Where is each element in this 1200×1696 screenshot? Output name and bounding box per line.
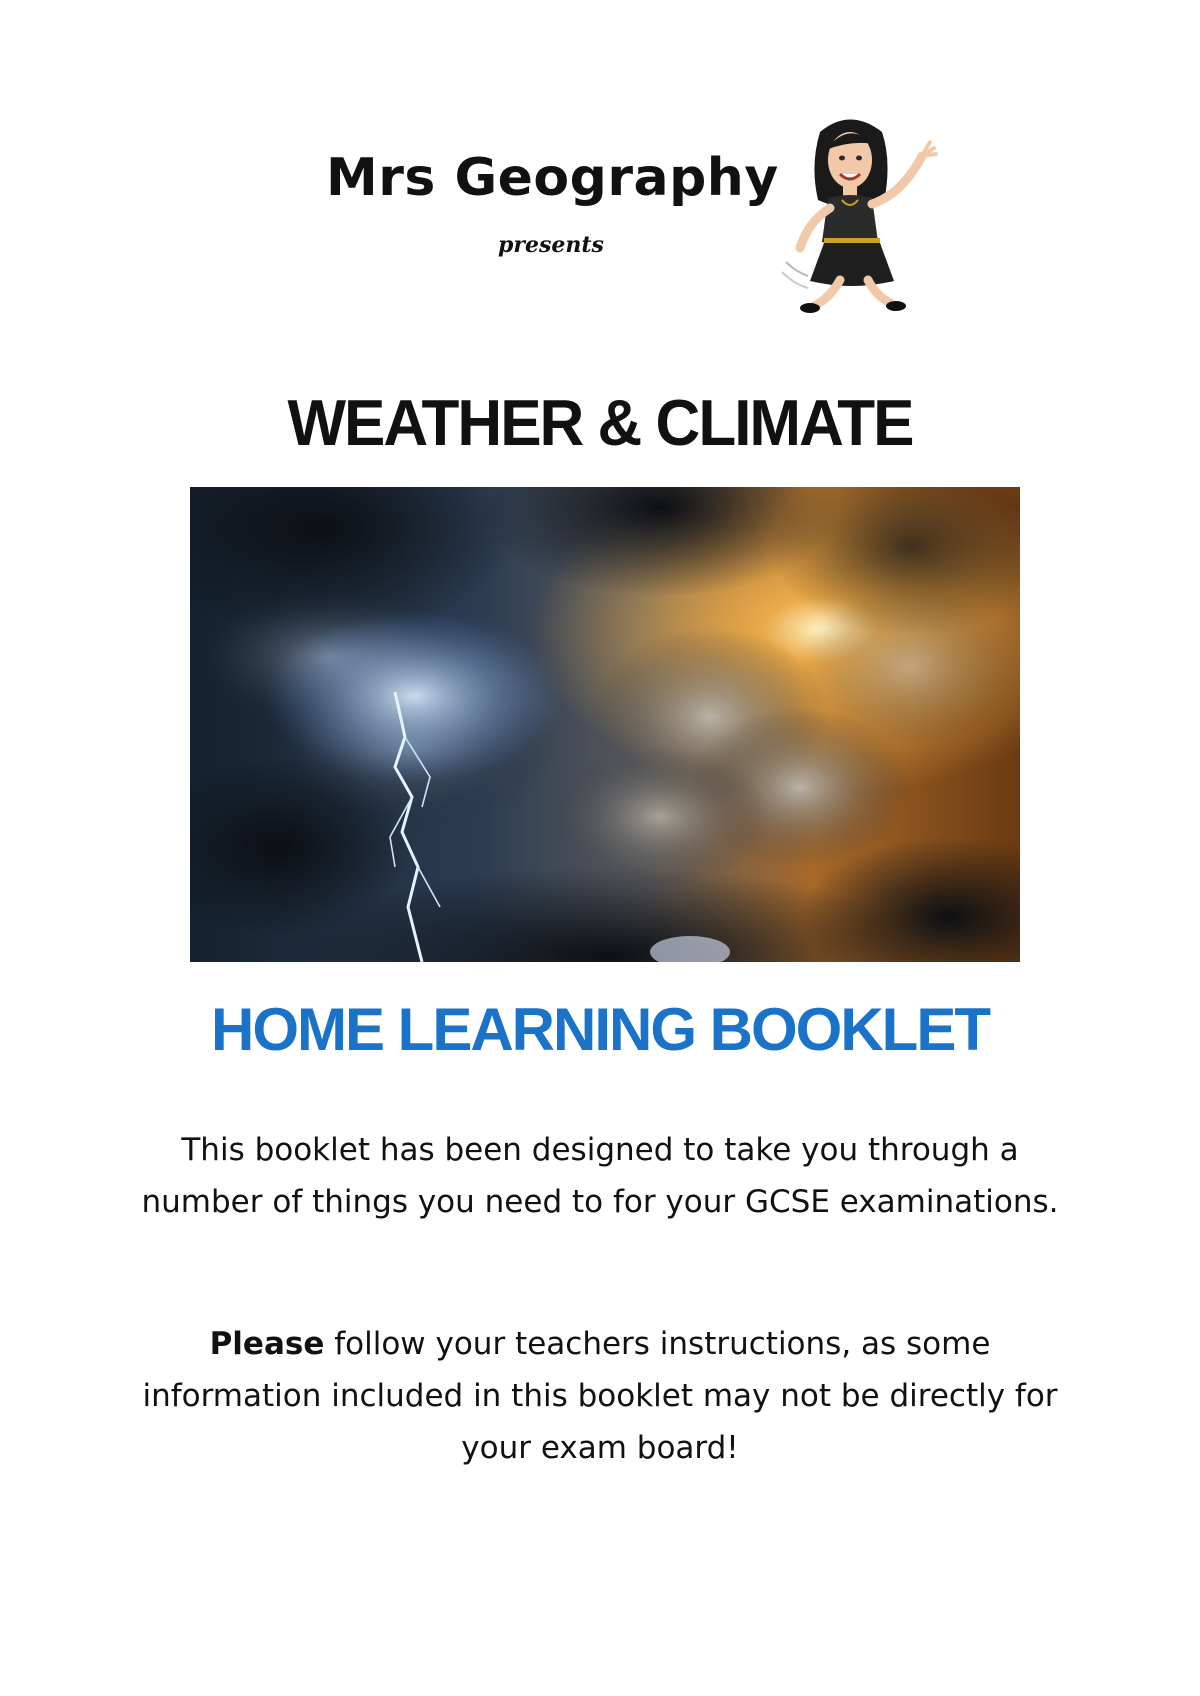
storm-clouds-lightning-image xyxy=(190,487,1020,962)
note-paragraph xyxy=(60,1318,1140,1474)
note-line-3: your exam board! xyxy=(461,1430,739,1466)
teacher-avatar-icon xyxy=(780,112,960,322)
booklet-title: WEATHER & CLIMATE xyxy=(287,387,913,460)
brand-presents: presents xyxy=(498,232,604,258)
brand-title: Mrs Geography xyxy=(326,148,779,208)
intro-line-1: This booklet has been designed to take you through a xyxy=(181,1132,1019,1168)
note-line-2: information included in this booklet may not be directly for xyxy=(142,1378,1058,1414)
intro-paragraph xyxy=(60,1124,1140,1228)
note-line-1-rest: follow your teachers instructions, as some xyxy=(324,1326,991,1362)
note-line-1 xyxy=(60,1318,1140,1370)
intro-line-2: number of things you need to for your GCSE examinations. xyxy=(141,1184,1059,1220)
booklet-subtitle: HOME LEARNING BOOKLET xyxy=(211,996,989,1063)
note-bold-word: Please xyxy=(209,1326,325,1362)
